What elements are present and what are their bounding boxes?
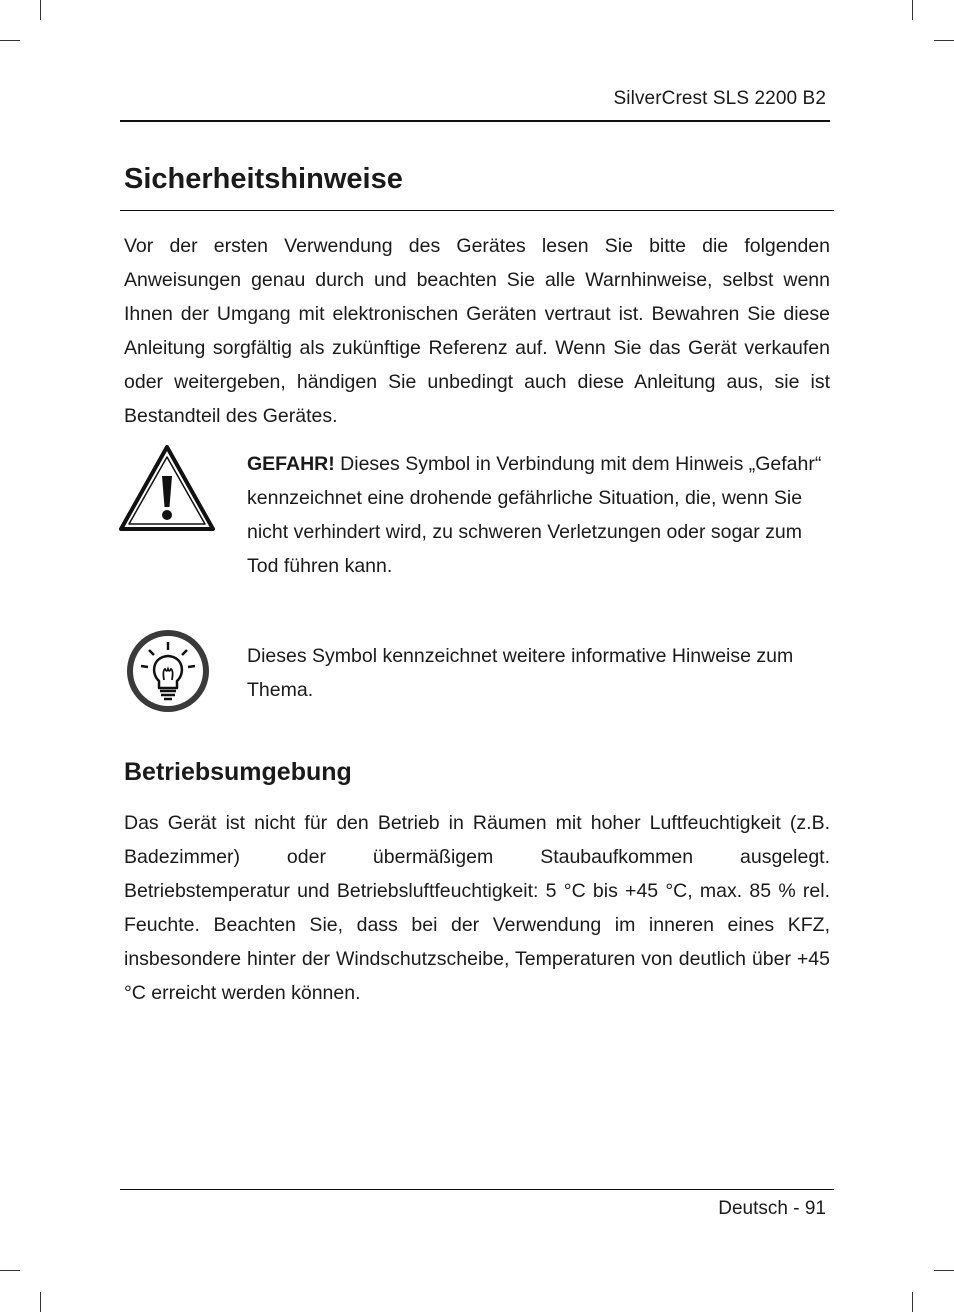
crop-mark — [934, 1270, 954, 1271]
lightbulb-icon — [125, 628, 211, 714]
intro-paragraph: Vor der ersten Verwendung des Gerätes lesen Sie bitte die folgenden Anweisungen genau durch und beachten Sie alle Warnhinweise, selbst wenn Ihnen der Umgang mit elektronischen Geräten vertraut ist. Bewahren Sie diese Anleitung sorgfältig als zukünftige Referenz auf. Wenn Sie das Gerät verkaufen oder weitergeben, händigen Sie unbedingt auch diese Anleitung aus, sie ist Bestandteil des Gerätes. — [124, 235, 830, 427]
crop-mark — [934, 40, 954, 41]
crop-mark — [40, 1292, 41, 1312]
running-header: SilverCrest SLS 2200 B2 — [613, 88, 826, 109]
footer-rule — [120, 1189, 834, 1190]
page-number: Deutsch - 91 — [718, 1198, 826, 1219]
header-rule — [120, 120, 830, 122]
environment-paragraph: Das Gerät ist nicht für den Betrieb in Räumen mit hoher Luftfeuchtigkeit (z.B. Badezimmer) oder übermäßigem Staubaufkommen ausgelegt. Betriebstemperatur und Betriebsluftfeuchtigkeit: 5 °C bis +45 °C, max. 85 % rel. Feuchte. Beachten Sie, dass bei der Verwendung im inneren eines KFZ, insbesondere hinter der Windschutzscheibe, Temperaturen von deutlich über +45 °C erreicht werden können. — [124, 812, 830, 1004]
info-note: Dieses Symbol kennzeichnet weitere informative Hinweise zum Thema. — [247, 645, 794, 701]
danger-text: Dieses Symbol in Verbindung mit dem Hinweis „Gefahr“ kennzeichnet eine drohende gefährliche Situation, die, wenn Sie nicht verhindert wird, zu schweren Verletzungen oder sogar zum Tod führen kann. — [247, 453, 822, 577]
danger-note — [247, 447, 837, 583]
crop-mark — [40, 0, 41, 20]
section-heading: Betriebsumgebung — [124, 758, 352, 786]
page-title: Sicherheitshinweise — [124, 163, 403, 195]
crop-mark — [912, 1292, 913, 1312]
danger-label: GEFAHR! — [247, 453, 335, 475]
warning-triangle-icon — [118, 444, 216, 532]
crop-mark — [912, 0, 913, 20]
crop-mark — [0, 1270, 20, 1271]
title-rule — [120, 210, 834, 211]
crop-mark — [0, 40, 20, 41]
